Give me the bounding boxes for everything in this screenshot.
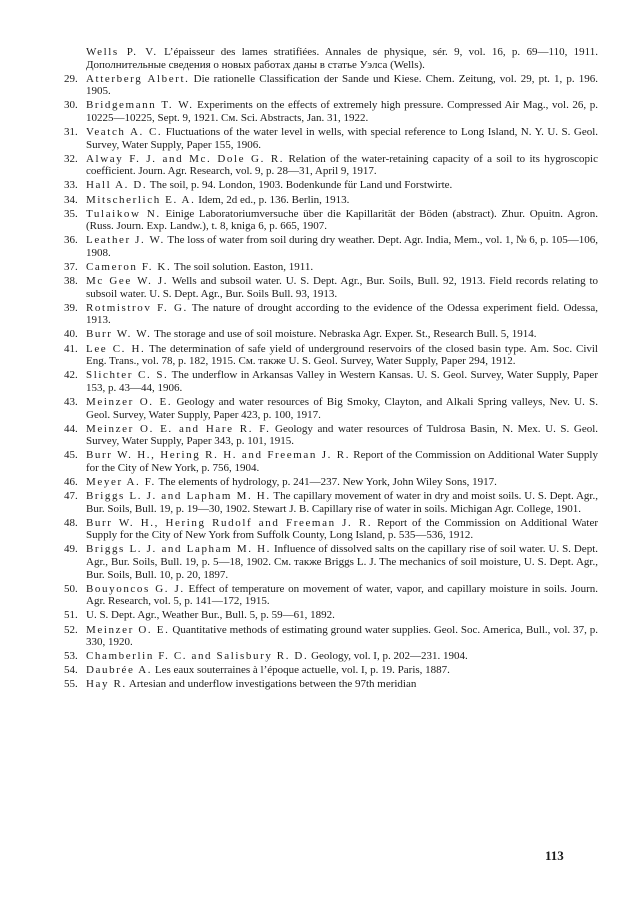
reference-citation: Die rationelle Classification der Sande und Kiese. Chem. Zeitung, vol. 29, pt. 1, p. 196. 1905.	[86, 72, 598, 98]
reference-number: 38.	[64, 275, 78, 288]
reference-author: Burr W. H., Hering Rudolf and Freeman J. R.	[86, 516, 373, 529]
reference-number: 51.	[64, 609, 78, 622]
reference-citation: Experiments on the effects of extremely high pressure. Compressed Air Mag., vol. 26, p. 10225—10225, Sept. 9, 1921. См. Sci. Abstracts, Jan. 31, 1922.	[86, 99, 599, 124]
reference-item	[64, 369, 598, 394]
reference-author: Tulaikow N.	[86, 207, 161, 220]
reference-author: Meinzer O. E.	[86, 395, 173, 408]
reference-text	[86, 476, 598, 489]
reference-number: 47.	[64, 490, 78, 503]
reference-author: Wells P. V.	[86, 46, 158, 58]
reference-number: 29.	[64, 72, 78, 85]
reference-citation: Influence of dissolved salts on the capillary rise of soil water. U. S. Dept. Agr., Bur. Soils, Bull. 19, p. 5—18, 1902. См. также Briggs L. J. The mechanics of soil moisture, U. S. Dept. Agr., Bur. Soils, Bull. 10, p. 20, 1897.	[86, 543, 598, 581]
reference-item	[64, 423, 598, 448]
reference-text	[86, 99, 598, 124]
reference-author: Meinzer O. E.	[86, 623, 170, 636]
reference-citation: Artesian and underflow investigations between the 97th meridian	[128, 678, 417, 691]
reference-item	[64, 73, 598, 98]
reference-text	[86, 543, 598, 581]
reference-text	[86, 678, 598, 691]
reference-item	[64, 328, 598, 341]
reference-citation: Report of the Commission on Additional Water Supply for the City of New York from Suffolk County, Long Island, p. 535—536, 1912.	[86, 516, 599, 542]
reference-citation: Effect of temperature on movement of water, vapor, and capillary moisture in soils. Journ. Agr. Research, vol. 5, p. 141—172, 1915.	[86, 582, 598, 608]
reference-author: Alway F. J. and Mc. Dole G. R.	[86, 152, 285, 165]
reference-author: Leather J. W.	[86, 234, 165, 247]
reference-item	[64, 449, 598, 474]
reference-author: Briggs L. J. and Lapham M. H.	[86, 490, 271, 503]
reference-number: 31.	[64, 126, 78, 139]
reference-citation: The capillary movement of water in dry and moist soils. U. S. Dept. Agr., Bur. Soils, Bull. 19, p. 19—30, 1902. Stewart J. B. Capillary rise of water in soils. Michigan Agr. College, 1901.	[86, 490, 598, 515]
reference-text	[86, 153, 598, 178]
reference-text	[86, 396, 598, 421]
reference-item	[64, 490, 598, 515]
reference-text	[86, 490, 598, 515]
reference-citation: L’épaisseur des lames stratifiées. Annales de physique, sér. 9, vol. 16, p. 69—110, 1911. Дополнительные сведения о новых работах даны в статье Уэлса (Wells).	[86, 46, 598, 71]
reference-text	[86, 46, 598, 71]
reference-number: 33.	[64, 179, 78, 192]
reference-citation: The determination of safe yield of underground reservoirs of the closed basin type. Am. Soc. Civil Eng. Trans., vol. 78, p. 182, 1915. См. также U. S. Geol. Survey, Water Supply, Paper 294, 1912.	[86, 342, 598, 368]
reference-item	[64, 99, 598, 124]
reference-number: 45.	[64, 449, 78, 462]
reference-text	[86, 208, 598, 233]
reference-citation: Geology, vol. I, p. 202—231. 1904.	[311, 650, 468, 663]
reference-item	[64, 46, 598, 71]
reference-text	[86, 343, 598, 368]
reference-number: 46.	[64, 476, 78, 488]
reference-item	[64, 476, 598, 489]
reference-author: Bouyoncos G. J.	[86, 582, 185, 595]
reference-author: Burr W. H., Hering R. H. and Freeman J. R.	[86, 449, 351, 462]
reference-text	[86, 650, 598, 663]
reference-number: 48.	[64, 516, 78, 529]
reference-citation: Wells and subsoil water. U. S. Dept. Agr., Bur. Soils, Bull. 92, 1913. Field records relating to subsoil water. U. S. Dept. Agr., Bur. Soils Bull. 93, 1913.	[86, 275, 598, 300]
reference-item	[64, 234, 598, 259]
reference-number: 39.	[64, 301, 78, 314]
reference-item	[64, 650, 598, 663]
reference-item	[64, 543, 598, 581]
reference-text	[86, 624, 598, 649]
reference-author: Slichter C. S.	[86, 369, 169, 382]
reference-text	[86, 261, 598, 274]
reference-text	[86, 126, 598, 151]
reference-text	[86, 369, 598, 394]
reference-author: Veatch A. C.	[86, 126, 163, 139]
reference-item	[64, 194, 598, 207]
reference-text	[86, 449, 598, 474]
reference-text	[86, 609, 598, 622]
reference-item	[64, 302, 598, 327]
reference-text	[86, 423, 598, 448]
reference-number: 52.	[64, 623, 78, 636]
reference-number: 37.	[64, 261, 78, 273]
reference-author: Lee C. H.	[86, 342, 146, 355]
reference-text	[86, 328, 598, 341]
reference-author: Briggs L. J. and Lapham M. H.	[86, 543, 271, 556]
reference-citation: The soil solution. Easton, 1911.	[173, 261, 314, 273]
reference-text	[86, 517, 598, 542]
reference-citation: Les eaux souterraines à l’époque actuelle, vol. I, p. 19. Paris, 1887.	[154, 664, 450, 677]
reference-author: Rotmistrov F. G.	[86, 301, 188, 314]
reference-item	[64, 153, 598, 178]
reference-number: 55.	[64, 678, 78, 691]
reference-number: 42.	[64, 369, 78, 382]
reference-citation: Geology and water resources of Tuldrosa Basin, N. Mex. U. S. Geol. Survey, Water Supply, Paper 343, p. 101, 1915.	[86, 422, 599, 448]
reference-citation: Geology and water resources of Big Smoky, Clayton, and Alkali Spring valleys, Nev. U. S. Geol. Survey, Water Supply, Paper 423, p. 100, 1917.	[86, 395, 598, 421]
reference-number: 32.	[64, 152, 78, 165]
reference-item	[64, 517, 598, 542]
reference-author: Burr W. W.	[86, 328, 152, 341]
reference-author: Chamberlin F. C. and Salisbury R. D.	[86, 650, 309, 663]
reference-number: 50.	[64, 582, 78, 595]
reference-number: 35.	[64, 207, 78, 220]
reference-citation: Einige Laboratoriumversuche über die Kapillarität der Böden (abstract). Zhur. Opuitn. Agron. (Russ. Journ. Exp. Landw.), t. 8, kniga 6, p. 665, 1907.	[86, 207, 598, 233]
reference-author: Cameron F. K.	[86, 261, 172, 273]
reference-author: Atterberg Albert.	[86, 72, 190, 85]
reference-number: 34.	[64, 193, 78, 206]
reference-citation: The underflow in Arkansas Valley in Western Kansas. U. S. Geol. Survey, Water Supply, Paper 153, p. 43—44, 1906.	[86, 369, 598, 394]
reference-citation: The storage and use of soil moisture. Nebraska Agr. Exper. St., Research Bull. 5, 1914.	[154, 328, 537, 341]
reference-item	[64, 208, 598, 233]
reference-citation: Fluctuations of the water level in wells, with special reference to Long Island, N. Y. U. S. Geol. Survey, Water Supply, Paper 155, 1906.	[86, 126, 599, 151]
reference-author: Hay R.	[86, 678, 127, 691]
reference-item	[64, 624, 598, 649]
reference-citation: Relation of the water-retaining capacity of a soil to its hygroscopic coefficient. Journ. Agr. Research, vol. 9, p. 28—31, April 9, 1917.	[86, 152, 598, 178]
reference-item	[64, 179, 598, 192]
reference-text	[86, 179, 598, 192]
reference-text	[86, 664, 598, 677]
reference-item	[64, 664, 598, 677]
reference-item	[64, 343, 598, 368]
reference-author: Mc Gee W. J.	[86, 275, 169, 288]
reference-citation: The loss of water from soil during dry weather. Dept. Agr. India, Mem., vol. 1, № 6, p. 105—106, 1908.	[86, 234, 598, 259]
reference-number: 40.	[64, 328, 78, 341]
reference-author: Bridgemann T. W.	[86, 99, 194, 112]
reference-citation: U. S. Dept. Agr., Weather Bur., Bull. 5, p. 59—61, 1892.	[86, 609, 335, 622]
reference-number: 53.	[64, 650, 78, 663]
reference-list	[64, 46, 598, 691]
reference-text	[86, 302, 598, 327]
reference-text	[86, 275, 598, 300]
reference-number: 30.	[64, 99, 78, 112]
reference-number: 36.	[64, 234, 78, 247]
reference-author: Mitscherlich E. A.	[86, 193, 196, 206]
reference-number: 49.	[64, 543, 78, 556]
reference-item	[64, 275, 598, 300]
reference-item	[64, 126, 598, 151]
reference-number: 43.	[64, 395, 78, 408]
reference-item	[64, 583, 598, 608]
reference-citation: The soil, p. 94. London, 1903. Bodenkunde für Land und Forstwirte.	[149, 179, 453, 192]
reference-text	[86, 583, 598, 608]
reference-number: 41.	[64, 342, 78, 355]
reference-number: 44.	[64, 422, 78, 435]
reference-item	[64, 396, 598, 421]
reference-item	[64, 678, 598, 691]
reference-author: Daubrée A.	[86, 664, 153, 677]
reference-citation: The nature of drought according to the evidence of the Odessa experiment field. Odessa, 1913.	[86, 301, 598, 327]
reference-author: Meyer A. F.	[86, 476, 156, 488]
reference-author: Hall A. D.	[86, 179, 148, 192]
reference-text	[86, 234, 598, 259]
reference-citation: The elements of hydrology, p. 241—237. New York, John Wiley Sons, 1917.	[158, 476, 497, 488]
reference-number: 54.	[64, 664, 78, 677]
reference-text	[86, 194, 598, 207]
reference-item	[64, 261, 598, 274]
reference-item	[64, 609, 598, 622]
reference-citation: Report of the Commission on Additional Water Supply for the City of New York, p. 756, 1904.	[86, 449, 598, 474]
reference-text	[86, 73, 598, 98]
page-number: 113	[545, 848, 564, 863]
reference-citation: Quantitative methods of estimating ground water supplies. Geol. Soc. America, Bull., vol. 37, p. 330, 1920.	[86, 623, 598, 649]
reference-citation: Idem, 2d ed., p. 136. Berlin, 1913.	[198, 193, 350, 206]
reference-author: Meinzer O. E. and Hare R. F.	[86, 422, 271, 435]
